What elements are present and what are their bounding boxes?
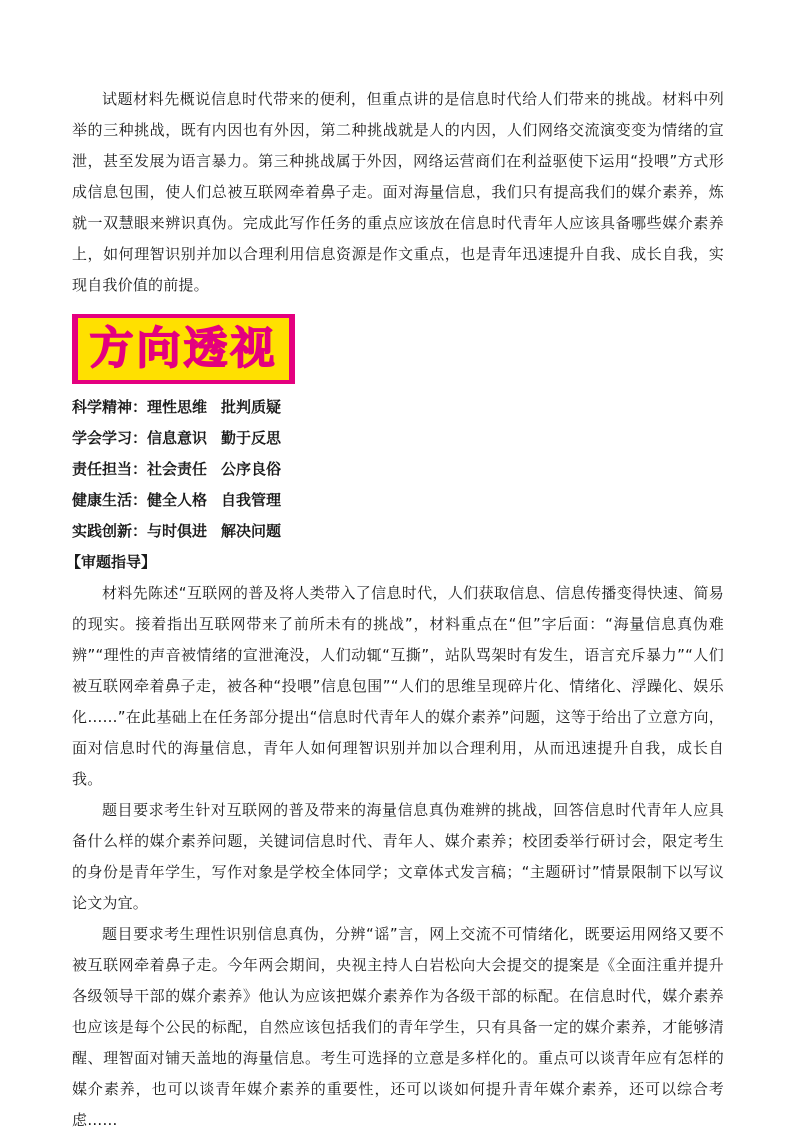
competency-value: 公序良俗 bbox=[221, 460, 282, 478]
competency-item bbox=[72, 485, 724, 516]
section-banner-inner bbox=[78, 318, 289, 380]
section-banner-title: 方向透视 bbox=[89, 323, 278, 374]
section-banner bbox=[72, 314, 295, 384]
document-page bbox=[66, 84, 724, 1136]
competency-label: 学会学习： bbox=[72, 429, 148, 447]
competency-label: 实践创新： bbox=[72, 522, 148, 540]
competency-value: 社会责任 bbox=[147, 460, 208, 478]
guidance-paragraph: 题目要求考生针对互联网的普及带来的海量信息真伪难辨的挑战，回答信息时代青年人应具备什么样的媒介素养问题，关键词信息时代、青年人、媒介素养；校团委举行研讨会，限定考生的身份是青年学生，写作对象是学校全体同学；文章体式发言稿；“主题研讨”情景限制下以写议论文为宜。 bbox=[72, 801, 724, 912]
competency-item bbox=[72, 392, 724, 423]
competency-value: 批判质疑 bbox=[221, 398, 282, 416]
competency-value: 健全人格 bbox=[147, 491, 208, 509]
intro-paragraph: 试题材料先概说信息时代带来的便利，但重点讲的是信息时代给人们带来的挑战。材料中列举的三种挑战，既有内因也有外因，第二种挑战就是人的内因，人们网络交流演变变为情绪的宣泄，甚至发展为语言暴力。第三种挑战属于外因，网络运营商们在利益驱使下运用“投喂”方式形成信息包围，使人们总被互联网牵着鼻子走。面对海量信息，我们只有提高我们的媒介素养，炼就一双慧眼来辨识真伪。完成此写作任务的重点应该放在信息时代青年人应该具备哪些媒介素养上，如何理智识别并加以合理利用信息资源是作文重点，也是青年迅速提升自我、成长自我，实现自我价值的前提。 bbox=[72, 90, 724, 294]
competency-item bbox=[72, 454, 724, 485]
competency-value: 信息意识 bbox=[147, 429, 208, 447]
competency-label: 责任担当： bbox=[72, 460, 148, 478]
competency-value: 理性思维 bbox=[147, 398, 208, 416]
competency-value: 解决问题 bbox=[221, 522, 282, 540]
section-heading: 【审题指导】 bbox=[66, 553, 157, 571]
guidance-paragraph: 题目要求考生理性识别信息真伪，分辨“谣”言，网上交流不可情绪化，既要运用网络又要不被互联网牵着鼻子走。今年两会期间，央视主持人白岩松向大会提交的提案是《全面注重并提升各级领导干部的媒介素养》他认为应该把媒介素养作为各级干部的标配。在信息时代，媒介素养也应该是每个公民的标配，自然应该包括我们的青年学生，只有具备一定的媒介素养，才能够清醒、理智面对铺天盖地的海量信息。考生可选择的立意是多样化的。重点可以谈青年应有怎样的媒介素养，也可以谈青年媒介素养的重要性，还可以谈如何提升青年媒介素养，还可以综合考虑…… bbox=[72, 925, 724, 1129]
competency-item bbox=[72, 423, 724, 454]
competency-label: 健康生活： bbox=[72, 491, 148, 509]
competency-label: 科学精神： bbox=[72, 398, 148, 416]
competency-value: 与时俱进 bbox=[147, 522, 208, 540]
competency-list bbox=[72, 392, 724, 547]
competency-item bbox=[72, 516, 724, 547]
competency-value: 勤于反思 bbox=[221, 429, 282, 447]
guidance-paragraph: 材料先陈述“互联网的普及将人类带入了信息时代，人们获取信息、信息传播变得快速、简易的现实。接着指出互联网带来了前所未有的挑战”，材料重点在“但”字后面：“海量信息真伪难辨”“理性的声音被情绪的宣泄淹没，人们动辄“互撕”，站队骂架时有发生，语言充斥暴力”“人们被互联网牵着鼻子走，被各种“投喂”信息包围”“人们的思维呈现碎片化、情绪化、浮躁化、娱乐化……”在此基础上在任务部分提出“信息时代青年人的媒介素养”问题，这等于给出了立意方向，面对信息时代的海量信息，青年人如何理智识别并加以合理利用，从而迅速提升自我，成长自我。 bbox=[72, 584, 724, 788]
competency-value: 自我管理 bbox=[221, 491, 282, 509]
